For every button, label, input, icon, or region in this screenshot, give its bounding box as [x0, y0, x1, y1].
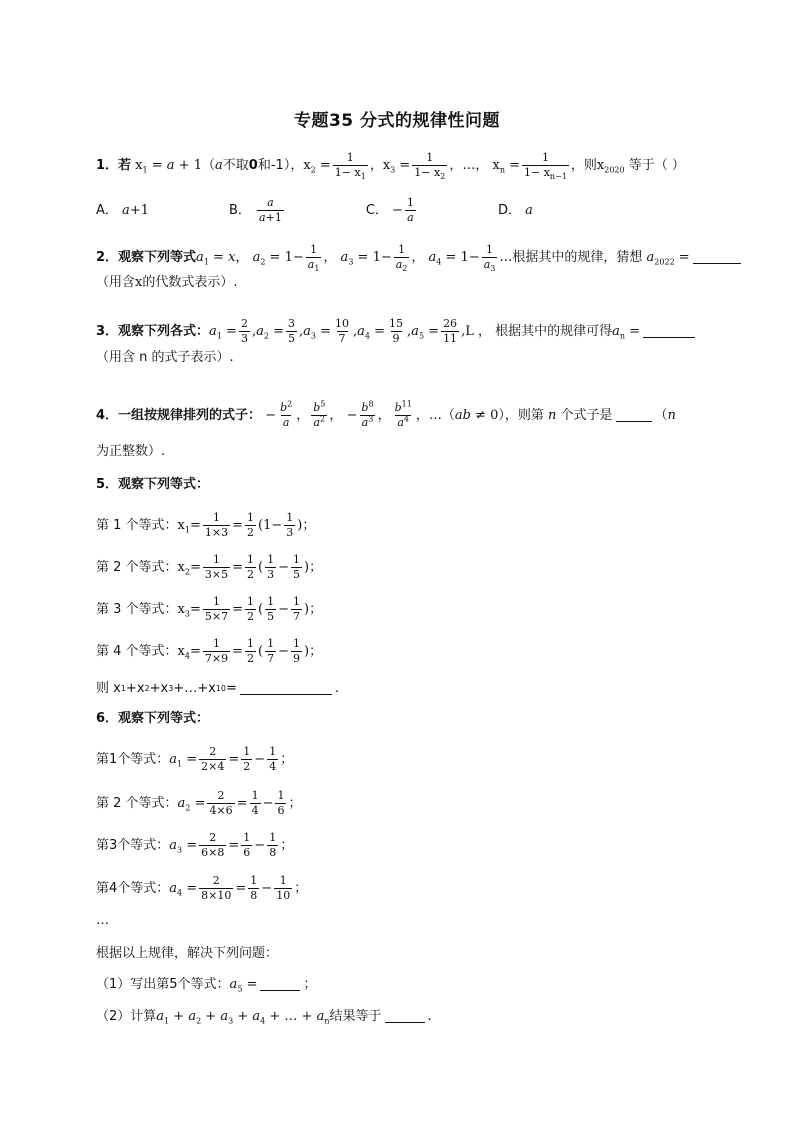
question-2: 2．观察下列等式 $a_1 = x$， $a_2 = 1-$ $\frac{1}{a_1}$ ， $a_3 = 1-$ $\frac{1}{a_2}$ ， $a_4 = 1-$ $\frac{1}{a_3}$ …根据其中的规律，猜想 $a_{2022}$ =	[96, 244, 744, 271]
q6-row-2: 第 2 个等式： $a_2$ = $\frac{2}{4\times 6}$ = $\frac{1}{4}$ − $\frac{1}{6}$ ；	[96, 789, 302, 817]
question-1: 1．若 $x_1 = a + 1$ （ a 不取 0 和 -1 ）， $x_2$ = $\frac{1}{1- x_1}$ ， $x_3$ = $\frac{1}{1- x_2}$ ， … ， $x_n$ = $\frac{1}{1- x_{n-1}}$ ，则 $x_{2020}$ 等于（ ）	[96, 151, 685, 182]
q5-row-3: 第 3 个等式： $x_3=$ $\frac{1}{5\times 7}$ = $\frac{1}{2}$ ( $\frac{1}{5}$ − $\frac{1}{7}$ )；	[96, 595, 323, 623]
q5-row-2: 第 2 个等式： $x_2=$ $\frac{1}{3\times 5}$ = $\frac{1}{2}$ ( $\frac{1}{3}$ − $\frac{1}{5}$ )；	[96, 553, 323, 581]
answer-blank[interactable]	[240, 682, 332, 695]
answer-blank[interactable]	[643, 325, 695, 338]
option-b[interactable]: B． $\frac{a}{a+1}$	[228, 196, 282, 224]
q6-part-1: （1）写出第5个等式： $a_5$ = ；	[96, 977, 317, 994]
q1-options	[96, 197, 533, 224]
q1-lead: 1．若	[96, 158, 132, 173]
question-6: 6．观察下列等式：	[96, 711, 210, 726]
q2-line2: （用含 x 的代数式表示）.	[96, 275, 238, 290]
answer-blank[interactable]	[693, 251, 741, 264]
q5-row-1: 第 1 个等式： $x_1=$ $\frac{1}{1\times 3}$ = $\frac{1}{2}$ (1− $\frac{1}{3}$ )；	[96, 511, 316, 539]
q5-row-4: 第 4 个等式： $x_4=$ $\frac{1}{7\times 9}$ = $\frac{1}{2}$ ( $\frac{1}{7}$ − $\frac{1}{9}$ )；	[96, 637, 323, 665]
q4-line2: 为正整数）.	[96, 444, 166, 459]
fraction: $\frac{1}{1- x_{n-1}}$	[524, 151, 567, 182]
question-3: 3．观察下列各式： $a_1$ = $\frac{2}{3}$ $,a_2$ = $\frac{3}{5}$ $,a_3$ = $\frac{10}{7}$ $,a_4$ = $\frac{15}{9}$ $,a_5$ = $\frac{26}{11}$ ,L ， 根据其中的规律可得 $a_n$ =	[96, 318, 698, 345]
fraction: $\frac{1}{1- x_1}$	[334, 151, 366, 182]
option-a[interactable]: A． a+1	[96, 203, 149, 218]
q6-row-4: 第4个等式： $a_4$ = $\frac{2}{8\times 10}$ = $\frac{1}{8}$ − $\frac{1}{10}$ ；	[96, 874, 308, 902]
page-title: 专题35 分式的规律性问题	[293, 111, 501, 131]
option-d[interactable]: D． a	[497, 203, 533, 218]
answer-blank[interactable]	[616, 409, 652, 422]
fraction: $\frac{1}{1- x_2}$	[414, 151, 446, 182]
option-c[interactable]: C． − $\frac{1}{a}$	[365, 196, 414, 224]
question-5: 5．观察下列等式：	[96, 477, 210, 492]
q6-part-2: （2）计算 $a_1 + a_2 + a_3 + a_4$ + … + $a_n$ 结果等于 .	[96, 1009, 432, 1026]
answer-blank[interactable]	[260, 978, 300, 991]
q3-line2: （用含 n 的式子表示）.	[96, 350, 234, 365]
q6-rule: 根据以上规律，解决下列问题：	[96, 946, 279, 961]
q6-ellipsis: …	[96, 913, 109, 928]
q6-row-1: 第1个等式： $a_1$ = $\frac{2}{2\times 4}$ = $\frac{1}{2}$ − $\frac{1}{4}$ ；	[96, 745, 294, 773]
q5-question: 则 x 1 +x 2 +x 3 +…+x 10 = .	[96, 681, 340, 696]
q6-row-3: 第3个等式： $a_3$ = $\frac{2}{6\times 8}$ = $\frac{1}{6}$ − $\frac{1}{8}$ ；	[96, 831, 294, 859]
question-4: 4．一组按规律排列的式子： − $\frac{b^2}{a}$ ， $\frac{b^5}{a^2}$ ， − $\frac{b^8}{a^3}$ ， $\frac{b^{11}}{a^4}$ ， …（ ab ≠ 0 ），则第 n 个式子是 （ n	[96, 399, 676, 429]
answer-blank[interactable]	[385, 1010, 425, 1023]
